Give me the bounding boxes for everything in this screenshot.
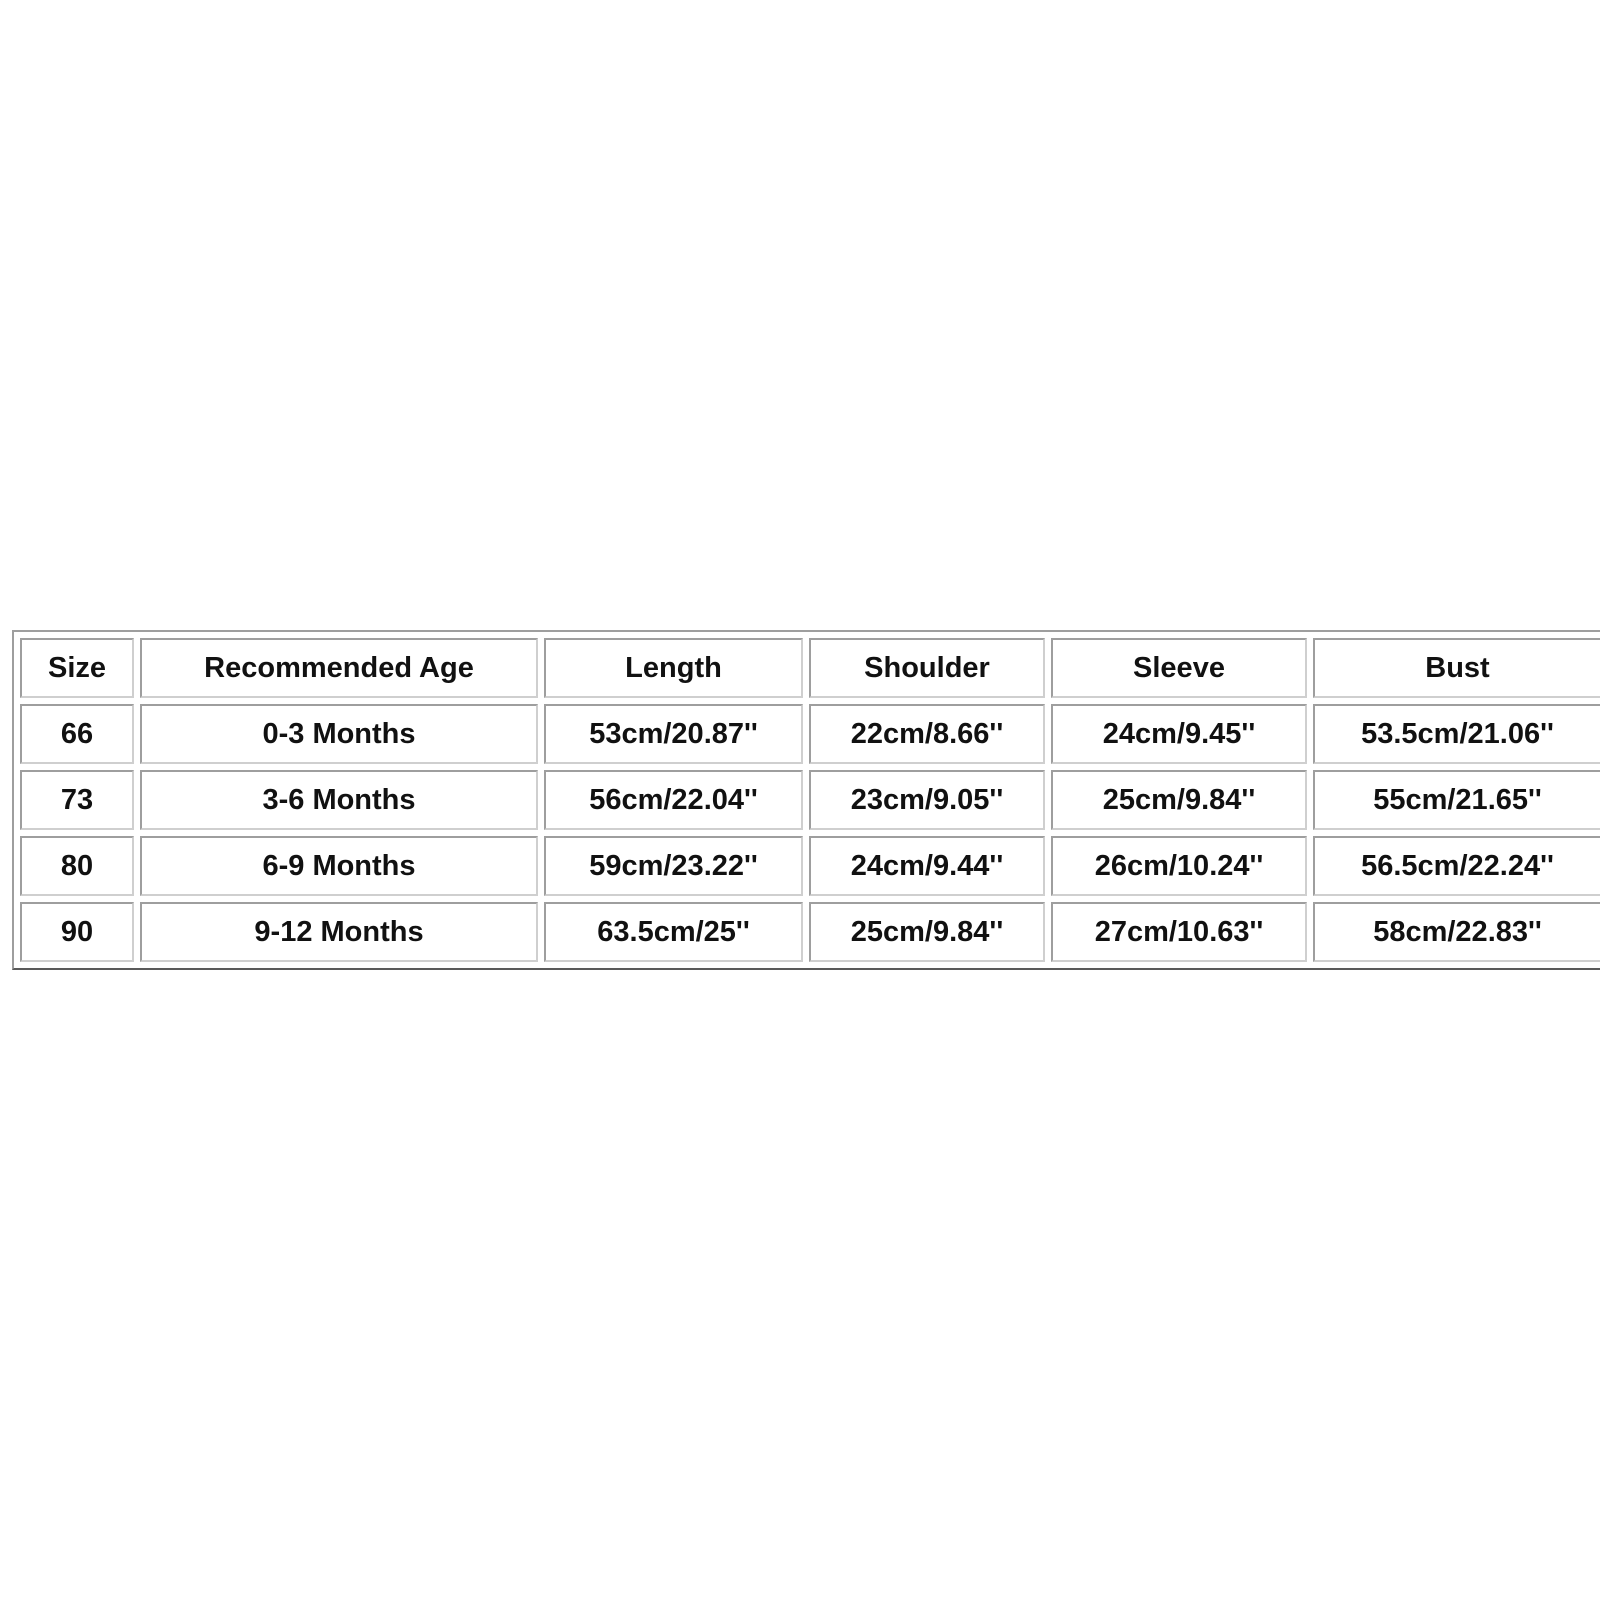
header-length: Length <box>544 638 803 698</box>
cell-sleeve: 25cm/9.84'' <box>1051 770 1307 830</box>
cell-shoulder: 24cm/9.44'' <box>809 836 1045 896</box>
cell-length: 59cm/23.22'' <box>544 836 803 896</box>
size-chart-table <box>12 630 1600 970</box>
header-recommended-age: Recommended Age <box>140 638 538 698</box>
table-row <box>20 836 1600 896</box>
cell-bust: 58cm/22.83'' <box>1313 902 1600 962</box>
header-size: Size <box>20 638 134 698</box>
cell-size: 80 <box>20 836 134 896</box>
cell-shoulder: 22cm/8.66'' <box>809 704 1045 764</box>
cell-bust: 53.5cm/21.06'' <box>1313 704 1600 764</box>
table-header-row <box>20 638 1600 698</box>
cell-shoulder: 23cm/9.05'' <box>809 770 1045 830</box>
cell-recommended-age: 9-12 Months <box>140 902 538 962</box>
header-shoulder: Shoulder <box>809 638 1045 698</box>
cell-size: 73 <box>20 770 134 830</box>
cell-sleeve: 24cm/9.45'' <box>1051 704 1307 764</box>
cell-sleeve: 26cm/10.24'' <box>1051 836 1307 896</box>
cell-length: 53cm/20.87'' <box>544 704 803 764</box>
cell-recommended-age: 0-3 Months <box>140 704 538 764</box>
cell-recommended-age: 6-9 Months <box>140 836 538 896</box>
header-sleeve: Sleeve <box>1051 638 1307 698</box>
cell-size: 90 <box>20 902 134 962</box>
cell-size: 66 <box>20 704 134 764</box>
cell-recommended-age: 3-6 Months <box>140 770 538 830</box>
cell-bust: 56.5cm/22.24'' <box>1313 836 1600 896</box>
cell-length: 56cm/22.04'' <box>544 770 803 830</box>
table-row <box>20 770 1600 830</box>
cell-shoulder: 25cm/9.84'' <box>809 902 1045 962</box>
cell-bust: 55cm/21.65'' <box>1313 770 1600 830</box>
cell-length: 63.5cm/25'' <box>544 902 803 962</box>
table-row <box>20 704 1600 764</box>
cell-sleeve: 27cm/10.63'' <box>1051 902 1307 962</box>
table-row <box>20 902 1600 962</box>
header-bust: Bust <box>1313 638 1600 698</box>
